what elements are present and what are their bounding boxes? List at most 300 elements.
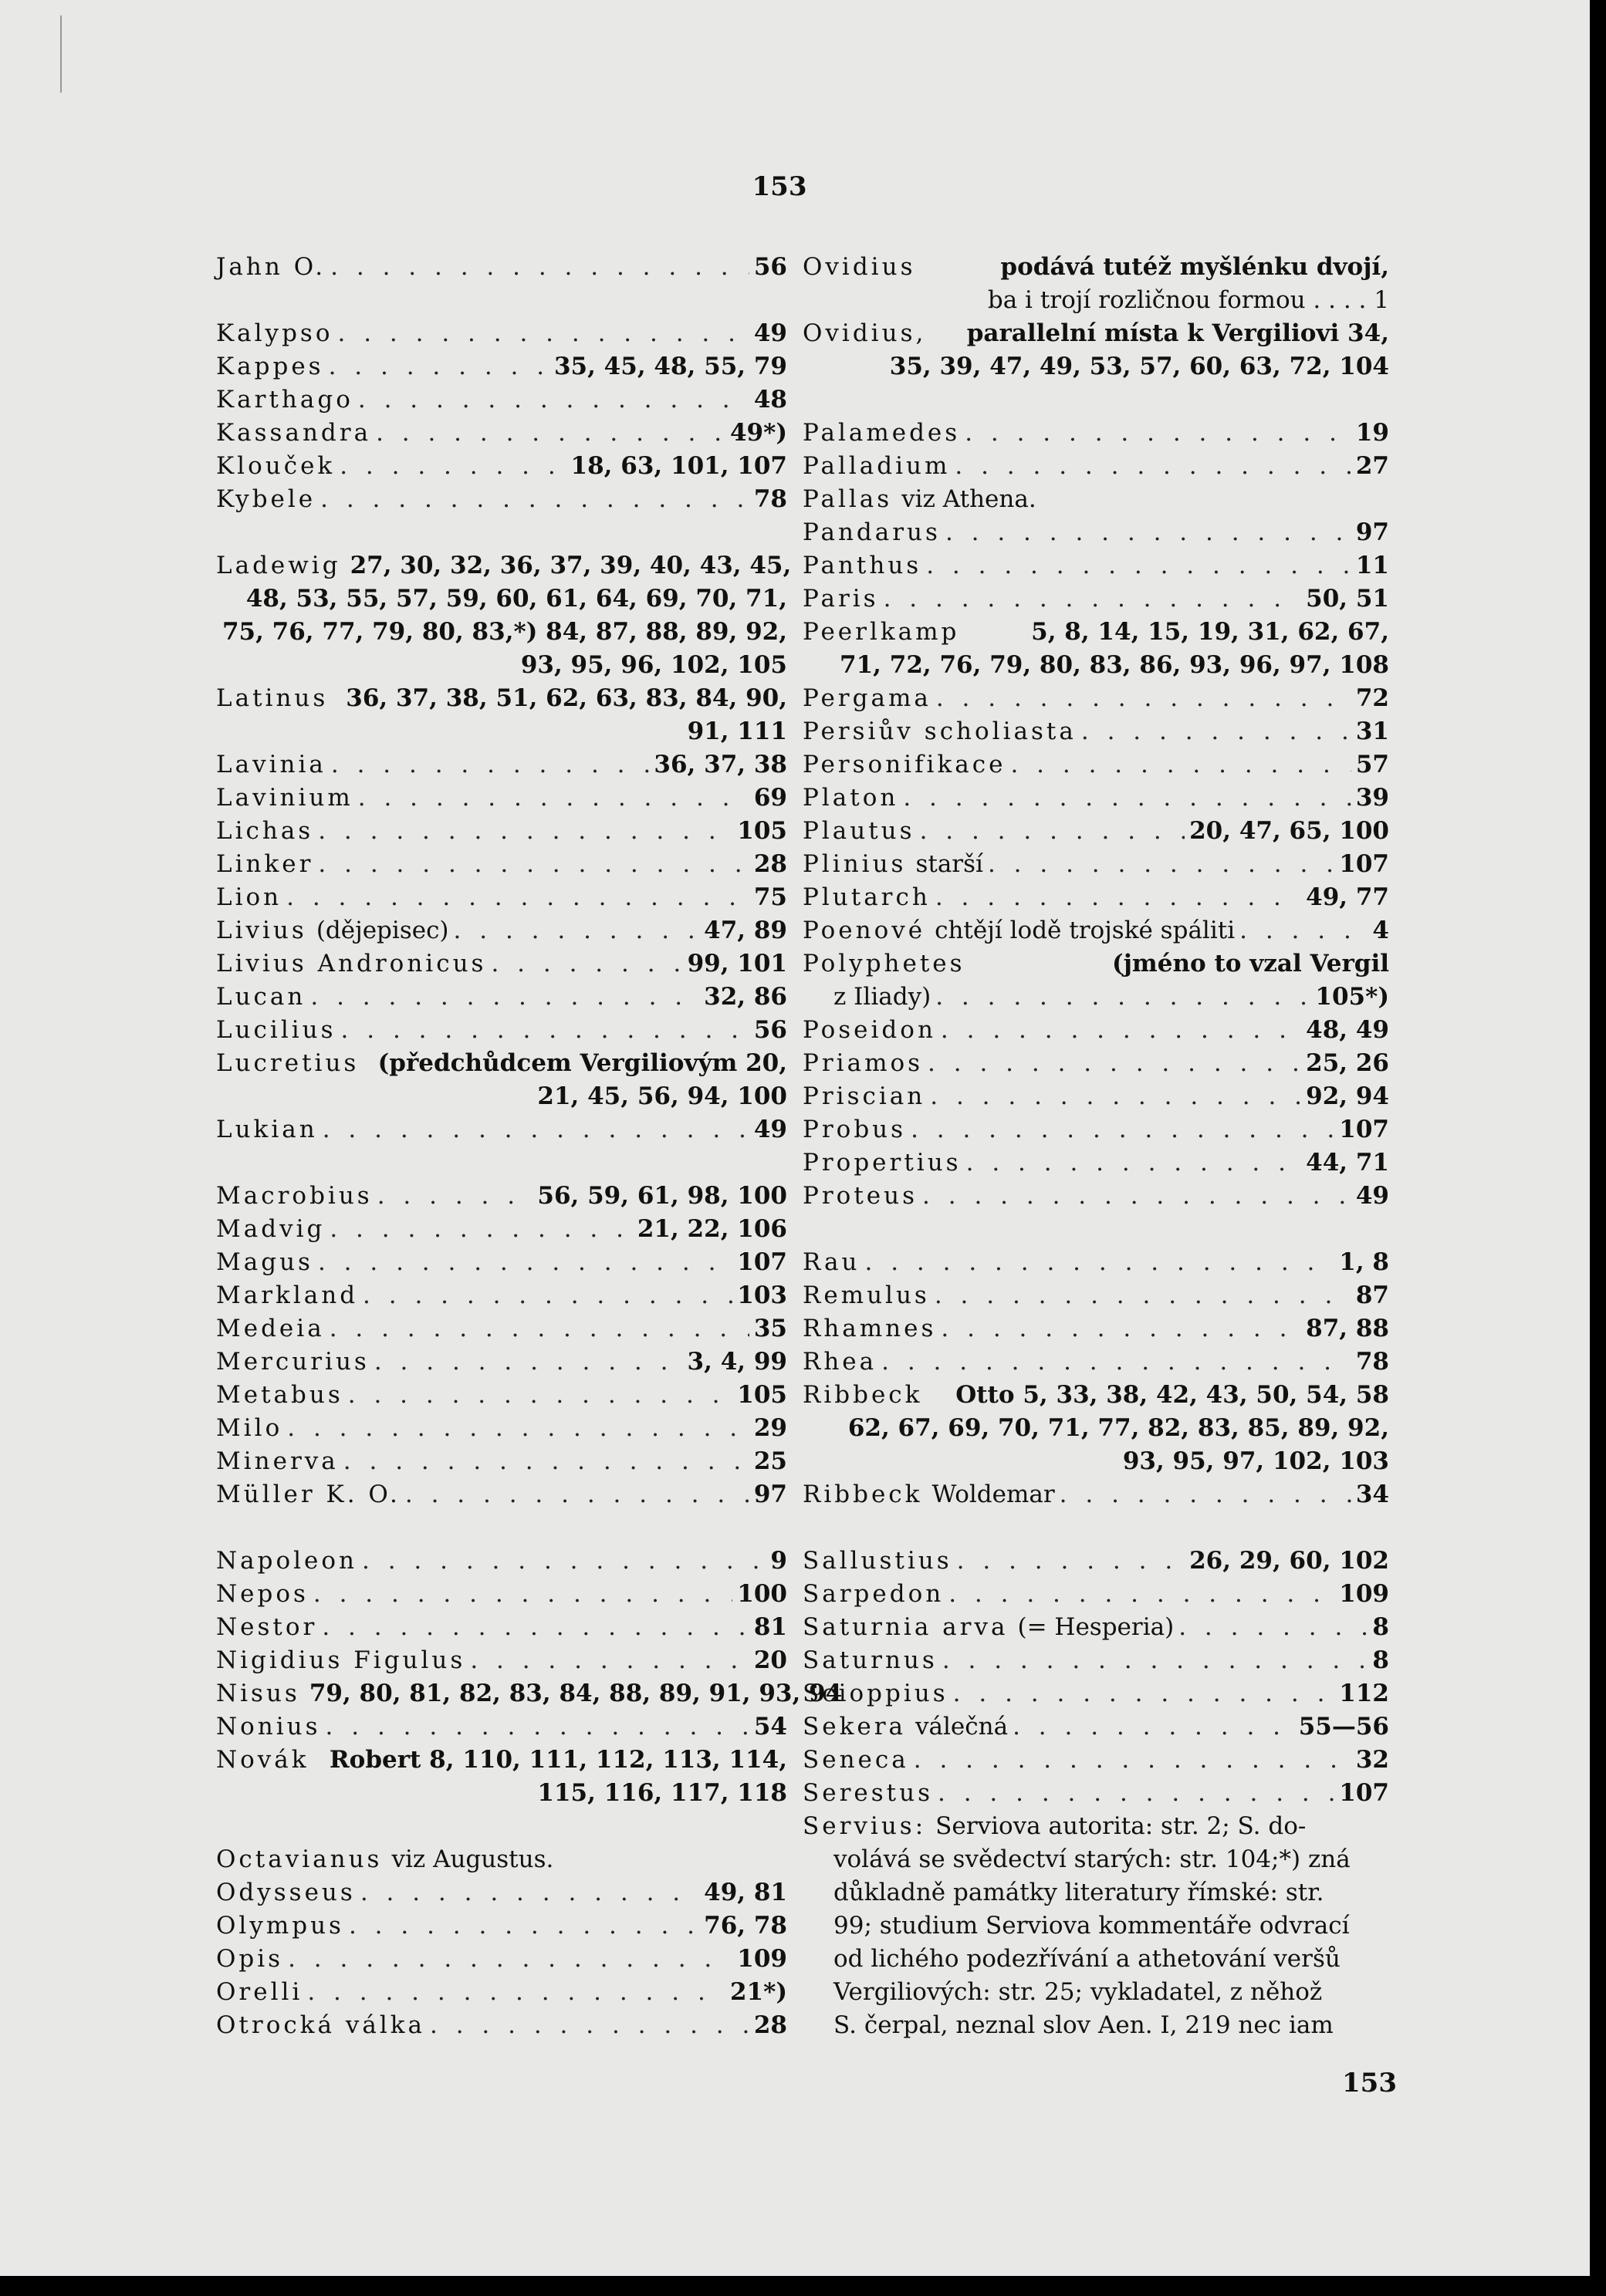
leader-dots — [358, 383, 749, 417]
index-entry — [803, 748, 1389, 782]
entry-pages: 8 — [1372, 1613, 1389, 1641]
index-entry — [216, 1545, 787, 1578]
leader-dots — [330, 1213, 632, 1246]
entry-pages: 107 — [1339, 850, 1389, 878]
entry-pages: 97 — [753, 1481, 787, 1508]
entry-name: Peerlkamp — [803, 618, 960, 646]
entry-qualifier: chtějí lodě trojské spáliti — [935, 917, 1236, 944]
entry-name: Priamos — [803, 1049, 924, 1077]
index-entry — [216, 881, 787, 914]
entry-pages: 28 — [753, 850, 787, 878]
entry-main-line — [803, 1478, 1389, 1511]
section-gap — [216, 1146, 787, 1180]
leader-dots — [965, 417, 1351, 450]
index-entry — [803, 450, 1389, 483]
leader-dots — [470, 1644, 749, 1677]
entry-main-line — [216, 1113, 787, 1146]
entry-main-line — [216, 1578, 787, 1611]
entry-main-line — [216, 682, 787, 715]
index-entry — [803, 1180, 1389, 1213]
leader-dots — [1010, 748, 1351, 782]
index-entry — [216, 1412, 787, 1445]
entry-text-line: Vergiliových: str. 25; vykladatel, z něhož — [833, 1978, 1323, 2006]
index-entry — [216, 1379, 787, 1412]
entry-name: Poseidon — [803, 1016, 936, 1044]
index-entry — [216, 748, 787, 782]
entry-main-line — [216, 549, 792, 582]
entry-pages-inline: 36, 37, 38, 51, 62, 63, 83, 84, 90, — [346, 684, 787, 712]
index-entry — [803, 1346, 1389, 1379]
entry-main-line — [216, 1213, 787, 1246]
entry-pages: 9 — [770, 1547, 787, 1575]
leader-dots — [360, 1876, 699, 1909]
entry-main-line — [216, 1976, 787, 2009]
index-entry — [803, 317, 1389, 383]
entry-main-line — [216, 1445, 787, 1478]
leader-dots — [1013, 1710, 1294, 1744]
entry-name: Serestus — [803, 1779, 933, 1807]
entry-pages-inline: 27, 30, 32, 36, 37, 39, 40, 43, 45, — [350, 552, 792, 579]
entry-name: Plutarch — [803, 883, 931, 911]
index-entry — [803, 251, 1389, 317]
entry-main-line — [803, 1644, 1389, 1677]
entry-main-line — [216, 450, 787, 483]
entry-pages: 49, 77 — [1306, 883, 1389, 911]
entry-pages: 49 — [753, 319, 787, 347]
section-gap — [803, 1213, 1389, 1246]
index-entry — [803, 417, 1389, 450]
entry-main-line — [216, 1246, 787, 1279]
entry-pages: 69 — [753, 784, 787, 812]
entry-main-line — [803, 1279, 1389, 1312]
entry-main-line — [216, 317, 787, 350]
index-entry — [216, 1943, 787, 1976]
entry-name: Macrobius — [216, 1182, 373, 1210]
entry-name: Nigidius Figulus — [216, 1646, 466, 1674]
entry-name: Saturnia arva — [803, 1613, 1009, 1641]
entry-name: Seneca — [803, 1746, 909, 1774]
entry-name: Propertius — [803, 1149, 962, 1177]
entry-name: Lucilius — [216, 1016, 336, 1044]
index-entry — [216, 1014, 787, 1047]
entry-pages: 36, 37, 38 — [654, 751, 787, 778]
leader-dots — [955, 450, 1351, 483]
index-entry — [803, 1279, 1389, 1312]
entry-main-line — [803, 1710, 1389, 1744]
scan-artifact — [60, 15, 62, 93]
entry-main-line — [803, 1246, 1389, 1279]
entry-pages: 21*) — [729, 1978, 787, 2006]
index-entry — [216, 682, 787, 748]
index-entry — [216, 1710, 787, 1744]
entry-name: Nisus — [216, 1680, 300, 1707]
entry-main-line — [216, 1843, 787, 1876]
leader-dots — [358, 782, 749, 815]
index-entry — [216, 1279, 787, 1312]
index-entry — [803, 1146, 1389, 1180]
entry-continuation — [803, 981, 1389, 1014]
entry-main-line — [803, 1146, 1389, 1180]
entry-main-line — [216, 981, 787, 1014]
entry-name: Livius Andronicus — [216, 950, 487, 977]
index-entry — [803, 881, 1389, 914]
entry-pages: 109 — [1339, 1580, 1389, 1608]
entry-main-line — [803, 516, 1389, 549]
entry-main-line — [803, 417, 1389, 450]
entry-pages: 112 — [1339, 1680, 1389, 1707]
entry-continuation: 62, 67, 69, 70, 71, 77, 82, 83, 85, 89, 92, — [847, 1414, 1389, 1442]
entry-qualifier: (dějepisec) — [316, 917, 449, 944]
entry-name: Saturnus — [803, 1646, 938, 1674]
entry-name: Lukian — [216, 1116, 318, 1143]
entry-main-line — [216, 483, 787, 516]
leader-dots — [340, 450, 566, 483]
entry-pages: 35, 45, 48, 55, 79 — [553, 353, 787, 380]
entry-pages: 78 — [1355, 1348, 1389, 1376]
leader-dots — [938, 1777, 1334, 1810]
leader-dots — [884, 582, 1302, 616]
entry-main-line — [803, 748, 1389, 782]
entry-name: Lucretius — [216, 1049, 360, 1077]
leader-dots — [911, 1113, 1334, 1146]
entry-qualifier: starší — [915, 850, 983, 878]
entry-pages: 57 — [1355, 751, 1389, 778]
leader-dots — [945, 516, 1351, 549]
entry-text-line: důkladně památky literatury římské: str. — [833, 1879, 1324, 1906]
leader-dots — [341, 1014, 749, 1047]
entry-main-line — [216, 881, 787, 914]
leader-dots — [318, 815, 732, 848]
entry-name: Pandarus — [803, 518, 941, 546]
index-entry — [216, 450, 787, 483]
leader-dots — [329, 350, 549, 383]
index-entry — [216, 549, 792, 682]
entry-pages: 76, 78 — [704, 1912, 787, 1940]
entry-pages: 20, 47, 65, 100 — [1189, 817, 1389, 845]
entry-continuation: 71, 72, 76, 79, 80, 83, 86, 93, 96, 97, 108 — [840, 651, 1389, 679]
entry-name: Opis — [216, 1945, 284, 1973]
entry-pages: 105*) — [1315, 983, 1389, 1011]
entry-main-line — [803, 483, 1389, 516]
entry-name: Kalypso — [216, 319, 333, 347]
section-gap — [216, 284, 787, 317]
index-entry — [216, 782, 787, 815]
index-entry — [216, 848, 787, 881]
index-entry — [803, 682, 1389, 715]
entry-pages: 11 — [1355, 552, 1389, 579]
entry-main-line — [803, 251, 1389, 284]
index-entry — [216, 383, 787, 417]
index-entry — [803, 516, 1389, 549]
entry-pages: 31 — [1355, 718, 1389, 745]
index-entry — [216, 1744, 787, 1810]
entry-name: Pergama — [803, 684, 931, 712]
section-gap — [803, 1511, 1389, 1545]
entry-main-line — [216, 815, 787, 848]
index-entry — [803, 1644, 1389, 1677]
entry-continuation: 35, 39, 47, 49, 53, 57, 60, 63, 72, 104 — [889, 353, 1389, 380]
entry-name: Persiův scholiasta — [803, 718, 1077, 745]
leader-dots — [966, 1146, 1302, 1180]
entry-name: Ovidius — [803, 253, 916, 281]
leader-dots — [318, 1246, 732, 1279]
entry-main-line — [803, 1113, 1389, 1146]
index-entry — [216, 914, 787, 947]
entry-name: Latinus — [216, 684, 329, 712]
entry-pages: 49, 81 — [704, 1879, 787, 1906]
leader-dots — [988, 848, 1334, 881]
entry-pages-inline: 5, 8, 14, 15, 19, 31, 62, 67, — [1031, 618, 1389, 646]
leader-dots — [307, 1976, 725, 2009]
entry-main-line — [216, 1346, 787, 1379]
entry-pages: 35 — [753, 1315, 787, 1342]
entry-pages: 27 — [1355, 452, 1389, 480]
index-entry — [216, 417, 787, 450]
leader-dots — [941, 1312, 1301, 1346]
leader-dots — [405, 1478, 749, 1511]
entry-main-line — [216, 350, 787, 383]
entry-pages-inline: 79, 80, 81, 82, 83, 84, 88, 89, 91, 93, 94 — [309, 1680, 843, 1707]
leader-dots — [318, 848, 749, 881]
index-entry — [803, 1710, 1389, 1744]
entry-pages: 87 — [1355, 1281, 1389, 1309]
entry-name: Lavinia — [216, 751, 326, 778]
entry-pages: 78 — [753, 485, 787, 513]
index-entry — [803, 947, 1389, 1014]
leader-dots — [377, 1180, 533, 1213]
entry-name: Medeia — [216, 1315, 325, 1342]
index-entry — [803, 1080, 1389, 1113]
entry-pages: 107 — [1339, 1116, 1389, 1143]
leader-dots — [914, 1744, 1351, 1777]
entry-main-line — [803, 1080, 1389, 1113]
index-entry — [216, 1346, 787, 1379]
entry-main-line — [216, 1014, 787, 1047]
leader-dots — [922, 1180, 1351, 1213]
leader-dots — [1178, 1611, 1368, 1644]
index-entry — [216, 1843, 787, 1876]
entry-main-line — [216, 1744, 787, 1777]
entry-main-line — [216, 1710, 787, 1744]
leader-dots — [430, 2009, 749, 2042]
leader-dots — [322, 1611, 749, 1644]
entry-name: Lion — [216, 883, 282, 911]
index-entry — [216, 1180, 787, 1213]
entry-main-line — [216, 748, 787, 782]
entry-text-line: 99; studium Serviova kommentáře odvrací — [833, 1912, 1350, 1940]
index-entry — [803, 715, 1389, 748]
entry-name: Minerva — [216, 1447, 339, 1475]
entry-qualifier: viz Athena. — [901, 485, 1036, 513]
leader-dots — [930, 1080, 1301, 1113]
entry-name: Personifikace — [803, 751, 1006, 778]
entry-pages: 32, 86 — [704, 983, 787, 1011]
entry-main-line — [216, 2009, 787, 2042]
entry-pages: 92, 94 — [1306, 1082, 1389, 1110]
entry-main-line — [803, 1744, 1389, 1777]
entry-pages: 3, 4, 99 — [687, 1348, 787, 1376]
entry-pages: 48, 49 — [1306, 1016, 1389, 1044]
index-entry — [803, 1578, 1389, 1611]
index-entry — [216, 981, 787, 1014]
entry-name: Kappes — [216, 353, 324, 380]
entry-main-line — [803, 947, 1389, 981]
entry-name: Ladewig — [216, 552, 341, 579]
index-entry — [216, 1246, 787, 1279]
entry-name: Lavinium — [216, 784, 353, 812]
entry-pages: 109 — [737, 1945, 787, 1973]
index-entry — [216, 1976, 787, 2009]
leader-dots — [338, 317, 749, 350]
entry-first-line — [803, 1810, 1389, 1843]
index-entry — [216, 815, 787, 848]
entry-name: Probus — [803, 1116, 907, 1143]
entry-pages: 105 — [737, 817, 787, 845]
index-entry — [216, 1213, 787, 1246]
entry-name: Nonius — [216, 1713, 321, 1741]
leader-dots — [953, 1677, 1335, 1710]
index-entry — [216, 1478, 787, 1511]
leader-dots — [1060, 1478, 1351, 1511]
entry-main-line — [803, 1014, 1389, 1047]
entry-main-line — [216, 1611, 787, 1644]
index-entry — [216, 1312, 787, 1346]
entry-main-line — [216, 1180, 787, 1213]
entry-qualifier: válečná — [915, 1713, 1009, 1741]
index-entry — [803, 1047, 1389, 1080]
entry-pages: 75 — [753, 883, 787, 911]
entry-name: Jahn O. — [216, 253, 326, 281]
entry-main-line — [216, 1545, 787, 1578]
entry-pages: 49 — [1355, 1182, 1389, 1210]
entry-main-line — [216, 417, 787, 450]
index-entry — [216, 1876, 787, 1909]
index-entry — [216, 1644, 787, 1677]
entry-pages-inline: (jméno to vzal Vergil — [1112, 950, 1389, 977]
index-entry — [803, 1312, 1389, 1346]
section-gap — [216, 516, 787, 549]
entry-pages: 100 — [737, 1580, 787, 1608]
entry-continuation: 21, 45, 56, 94, 100 — [537, 1082, 787, 1110]
entry-main-line — [803, 1777, 1389, 1810]
entry-name: Palladium — [803, 452, 951, 480]
entry-main-line — [216, 782, 787, 815]
entry-main-line — [803, 1047, 1389, 1080]
leader-dots — [362, 1545, 766, 1578]
entry-main-line — [216, 383, 787, 417]
entry-pages: 81 — [753, 1613, 787, 1641]
leader-dots — [330, 251, 749, 284]
entry-name: Odysseus — [216, 1879, 356, 1906]
entry-main-line — [803, 782, 1389, 815]
leader-dots — [376, 417, 725, 450]
entry-main-line — [216, 1279, 787, 1312]
entry-pages: 99, 101 — [687, 950, 787, 977]
entry-main-line — [216, 848, 787, 881]
entry-main-line — [803, 715, 1389, 748]
entry-main-line — [803, 1611, 1389, 1644]
entry-name: Octavianus — [216, 1845, 383, 1873]
leader-dots — [330, 1312, 749, 1346]
leader-dots — [948, 1578, 1334, 1611]
entry-pages-inline: Robert 8, 110, 111, 112, 113, 114, — [329, 1746, 787, 1774]
index-column-right — [803, 251, 1389, 2042]
entry-text-line: Serviova autorita: str. 2; S. do- — [935, 1812, 1307, 1840]
entry-pages: 28 — [753, 2011, 787, 2039]
entry-pages: 44, 71 — [1306, 1149, 1389, 1177]
index-entry — [803, 549, 1389, 582]
entry-pages: 72 — [1355, 684, 1389, 712]
entry-name: Remulus — [803, 1281, 930, 1309]
entry-main-line — [216, 1943, 787, 1976]
leader-dots — [957, 1545, 1185, 1578]
leader-dots — [374, 1346, 683, 1379]
entry-name: Olympus — [216, 1912, 344, 1940]
leader-dots — [903, 782, 1351, 815]
entry-pages: 8 — [1372, 1646, 1389, 1674]
entry-name: Proteus — [803, 1182, 918, 1210]
leader-dots — [491, 947, 682, 981]
entry-text-line: S. čerpal, neznal slov Aen. I, 219 nec iam — [833, 2011, 1334, 2039]
leader-dots — [942, 1644, 1368, 1677]
index-entry — [216, 1445, 787, 1478]
entry-qualifier: (= Hesperia) — [1017, 1613, 1175, 1641]
entry-continuation: 91, 111 — [687, 718, 787, 745]
entry-pages: 56, 59, 61, 98, 100 — [537, 1182, 787, 1210]
leader-dots — [343, 1445, 749, 1478]
entry-continuation: 75, 76, 77, 79, 80, 83,*) 84, 87, 88, 89, 92, — [221, 618, 787, 646]
leader-dots — [1081, 715, 1351, 748]
leader-dots — [286, 881, 749, 914]
entry-main-line — [803, 1312, 1389, 1346]
entry-name: Kassandra — [216, 419, 372, 447]
leader-dots — [1239, 914, 1368, 947]
index-entry — [216, 1611, 787, 1644]
index-entry — [803, 914, 1389, 947]
entry-pages: 50, 51 — [1306, 585, 1389, 613]
entry-pages: 105 — [737, 1381, 787, 1409]
leader-dots — [331, 748, 650, 782]
index-entry — [803, 1246, 1389, 1279]
entry-pages: 55—56 — [1298, 1713, 1389, 1741]
entry-pages: 19 — [1355, 419, 1389, 447]
entry-pages: 25 — [753, 1447, 787, 1475]
entry-main-line — [803, 1379, 1389, 1412]
index-entry — [216, 251, 787, 284]
entry-text-line: od lichého podezřívání a athetování veršů — [833, 1945, 1341, 1973]
entry-name: Madvig — [216, 1215, 326, 1243]
entry-main-line — [216, 1412, 787, 1445]
entry-name: Müller K. O. — [216, 1481, 401, 1508]
entry-name: Ovidius, — [803, 319, 927, 347]
entry-main-line — [803, 881, 1389, 914]
index-entry — [216, 1113, 787, 1146]
leader-dots — [935, 1279, 1351, 1312]
entry-qualifier: viz Augustus. — [391, 1845, 554, 1873]
entry-pages-inline: (předchůdcem Vergiliovým 20, — [377, 1049, 787, 1077]
entry-main-line — [216, 1379, 787, 1412]
entry-name: Novák — [216, 1746, 309, 1774]
entry-main-line — [216, 251, 787, 284]
index-entry — [803, 848, 1389, 881]
entry-pages: 39 — [1355, 784, 1389, 812]
entry-main-line — [803, 1677, 1389, 1710]
entry-main-line — [803, 914, 1389, 947]
entry-name: Lucan — [216, 983, 306, 1011]
entry-name: Milo — [216, 1414, 283, 1442]
entry-pages: 21, 22, 106 — [637, 1215, 787, 1243]
leader-dots — [363, 1279, 732, 1312]
